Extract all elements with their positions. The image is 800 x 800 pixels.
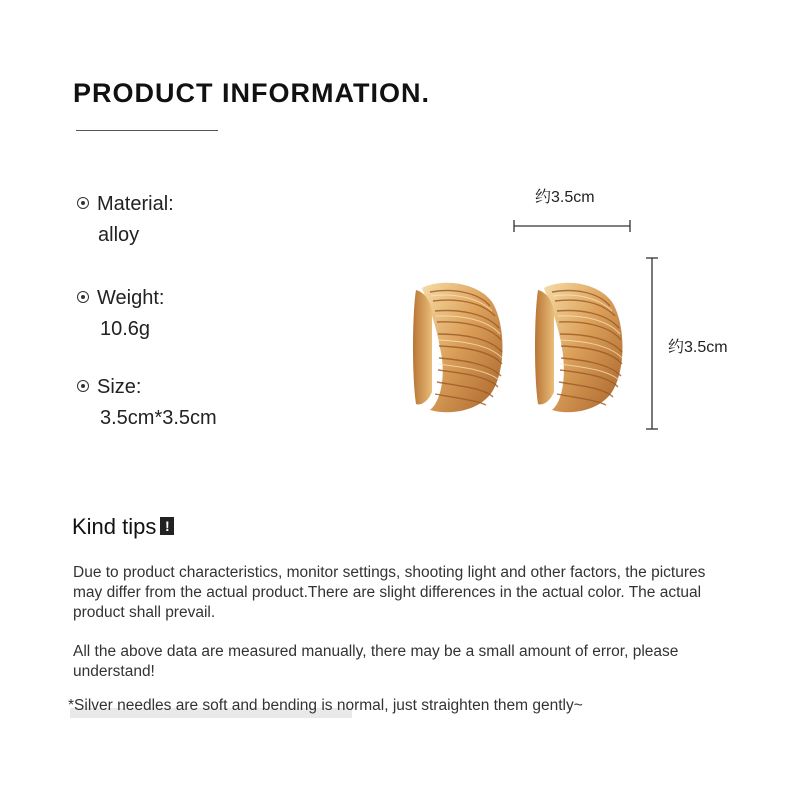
spec-value: alloy	[98, 224, 140, 246]
earring-left	[413, 283, 503, 413]
kind-tips-label: Kind tips	[72, 514, 157, 539]
tips-paragraph-1: Due to product characteristics, monitor settings, shooting light and other factors, the pictures may differ from the actual product.There are slight differences in the actual color. The actual product shall prevail.	[73, 564, 706, 621]
width-dimension-label: 约3.5cm	[535, 189, 595, 206]
height-dimension-line	[646, 258, 658, 429]
kind-tips-heading	[72, 514, 174, 540]
spec-label: Size:	[97, 376, 142, 398]
spec-label: Material:	[97, 193, 174, 215]
spec-value: 10.6g	[100, 318, 151, 340]
height-dimension-label: 约3.5cm	[668, 339, 728, 356]
earring-right	[535, 283, 623, 413]
exclamation-icon: !	[160, 517, 174, 535]
tips-paragraph-2: All the above data are measured manually, there may be a small amount of error, please understand!	[73, 643, 679, 680]
page-title: PRODUCT INFORMATION.	[73, 78, 430, 108]
width-dimension-line	[514, 220, 630, 232]
spec-value: 3.5cm*3.5cm	[100, 407, 217, 429]
spec-label: Weight:	[97, 287, 165, 309]
silver-needle-note: *Silver needles are soft and bending is normal, just straighten them gently~	[68, 697, 583, 714]
